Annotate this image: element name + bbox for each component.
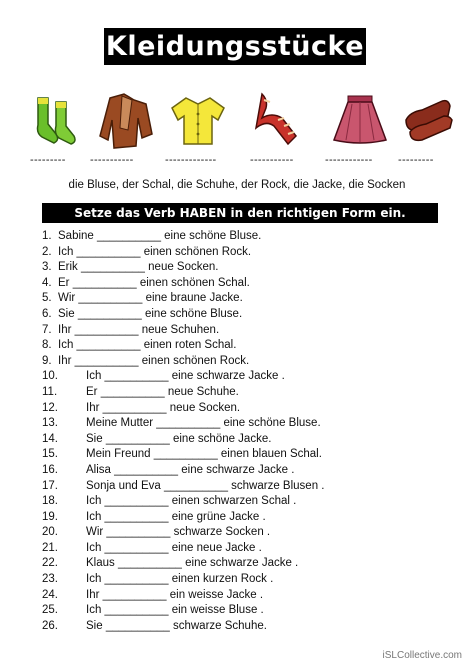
- exercise-number: 2.: [42, 245, 52, 258]
- instruction-banner: Setze das Verb HABEN in den richtigen Form ein.: [42, 203, 438, 223]
- clothing-pictures: [0, 90, 474, 150]
- exercise-text: Ich __________ einen kurzen Rock .: [86, 573, 274, 586]
- exercise-number: 12.: [42, 401, 58, 414]
- exercise-number: 3.: [42, 261, 52, 274]
- exercise-item: [0, 588, 474, 604]
- exercise-item: [0, 479, 474, 495]
- exercise-text: Sabine __________ eine schöne Bluse.: [58, 230, 262, 242]
- answer-line: -----------: [90, 154, 134, 166]
- exercise-text: Ich __________ eine schwarze Jacke .: [86, 370, 285, 383]
- exercise-text: Er __________ neue Schuhe.: [86, 385, 239, 398]
- answer-line: ------------: [325, 154, 373, 166]
- exercise-number: 18.: [42, 495, 58, 508]
- exercise-number: 1.: [42, 230, 52, 242]
- exercise-item: [0, 541, 474, 557]
- exercise-text: Alisa __________ eine schwarze Jacke .: [86, 463, 295, 476]
- answer-line: ---------: [30, 154, 66, 166]
- exercise-item: [0, 525, 474, 541]
- exercise-number: 13.: [42, 417, 58, 430]
- exercise-number: 14.: [42, 432, 58, 445]
- exercise-item: [0, 494, 474, 510]
- vocabulary-list: die Bluse, der Schal, die Schuhe, der Rock, die Jacke, die Socken: [68, 179, 406, 191]
- socks-icon: [28, 90, 88, 150]
- exercise-list: [0, 229, 474, 634]
- footer-credit: iSLCollective.com: [382, 650, 462, 661]
- exercise-number: 19.: [42, 510, 58, 523]
- exercise-item: [0, 510, 474, 526]
- exercise-item: [0, 276, 474, 292]
- exercise-text: Ich __________ einen roten Schal.: [58, 339, 237, 352]
- exercise-number: 10.: [42, 370, 58, 383]
- exercise-item: [0, 323, 474, 339]
- exercise-number: 15.: [42, 448, 58, 461]
- exercise-item: [0, 603, 474, 619]
- exercise-item: [0, 338, 474, 354]
- exercise-text: Ihr __________ neue Schuhen.: [58, 323, 220, 336]
- striped-scarf-icon: [248, 90, 308, 150]
- answer-line: ---------: [398, 154, 434, 166]
- exercise-text: Ihr __________ einen schönen Rock.: [58, 354, 250, 367]
- exercise-number: 8.: [42, 339, 52, 352]
- exercise-text: Ich __________ einen schönen Rock.: [58, 245, 252, 258]
- exercise-number: 5.: [42, 292, 52, 305]
- exercise-item: [0, 369, 474, 385]
- exercise-number: 20.: [42, 526, 58, 539]
- blouse-icon: [168, 90, 228, 150]
- exercise-number: 23.: [42, 573, 58, 586]
- exercise-text: Wir __________ schwarze Socken .: [86, 526, 271, 539]
- exercise-item: [0, 260, 474, 276]
- shoes-icon: [400, 90, 460, 150]
- exercise-item: [0, 556, 474, 572]
- skirt-icon: [330, 90, 390, 150]
- exercise-item: [0, 245, 474, 261]
- exercise-text: Ich __________ eine neue Jacke .: [86, 541, 262, 554]
- exercise-item: [0, 447, 474, 463]
- exercise-text: Ihr __________ neue Socken.: [86, 401, 241, 414]
- exercise-item: [0, 385, 474, 401]
- exercise-item: [0, 619, 474, 635]
- exercise-number: 25.: [42, 604, 58, 617]
- exercise-item: [0, 229, 474, 245]
- exercise-number: 6.: [42, 307, 52, 320]
- exercise-text: Sie __________ eine schöne Jacke.: [86, 432, 272, 445]
- exercise-text: Erik __________ neue Socken.: [58, 261, 219, 274]
- exercise-text: Sie __________ eine schöne Bluse.: [58, 307, 243, 320]
- exercise-text: Sonja und Eva __________ schwarze Blusen .: [86, 479, 325, 492]
- exercise-text: Ich __________ ein weisse Bluse .: [86, 604, 264, 617]
- exercise-item: [0, 432, 474, 448]
- exercise-item: [0, 463, 474, 479]
- exercise-item: [0, 291, 474, 307]
- exercise-item: [0, 401, 474, 417]
- worksheet-title: Kleidungsstücke: [104, 28, 366, 65]
- exercise-number: 16.: [42, 463, 58, 476]
- exercise-item: [0, 416, 474, 432]
- exercise-number: 17.: [42, 479, 58, 492]
- answer-line: -----------: [250, 154, 294, 166]
- exercise-item: [0, 572, 474, 588]
- exercise-text: Klaus __________ eine schwarze Jacke .: [86, 557, 299, 570]
- exercise-text: Sie __________ schwarze Schuhe.: [86, 619, 267, 632]
- exercise-number: 11.: [42, 385, 58, 398]
- exercise-number: 21.: [42, 541, 58, 554]
- exercise-text: Ihr __________ ein weisse Jacke .: [86, 588, 264, 601]
- exercise-text: Er __________ einen schönen Schal.: [58, 276, 250, 289]
- exercise-item: [0, 354, 474, 370]
- exercise-text: Meine Mutter __________ eine schöne Bluse.: [86, 417, 321, 430]
- answer-lines: [0, 153, 474, 167]
- exercise-number: 9.: [42, 354, 52, 367]
- exercise-number: 24.: [42, 588, 58, 601]
- exercise-number: 22.: [42, 557, 58, 570]
- exercise-text: Wir __________ eine braune Jacke.: [58, 292, 243, 305]
- exercise-number: 26.: [42, 619, 58, 632]
- exercise-number: 4.: [42, 276, 52, 289]
- exercise-text: Ich __________ einen schwarzen Schal .: [86, 495, 297, 508]
- exercise-text: Mein Freund __________ einen blauen Schal.: [86, 448, 322, 461]
- exercise-text: Ich __________ eine grüne Jacke .: [86, 510, 266, 523]
- exercise-number: 7.: [42, 323, 52, 336]
- scarf-jacket-icon: [98, 90, 158, 150]
- answer-line: -------------: [165, 154, 217, 166]
- exercise-item: [0, 307, 474, 323]
